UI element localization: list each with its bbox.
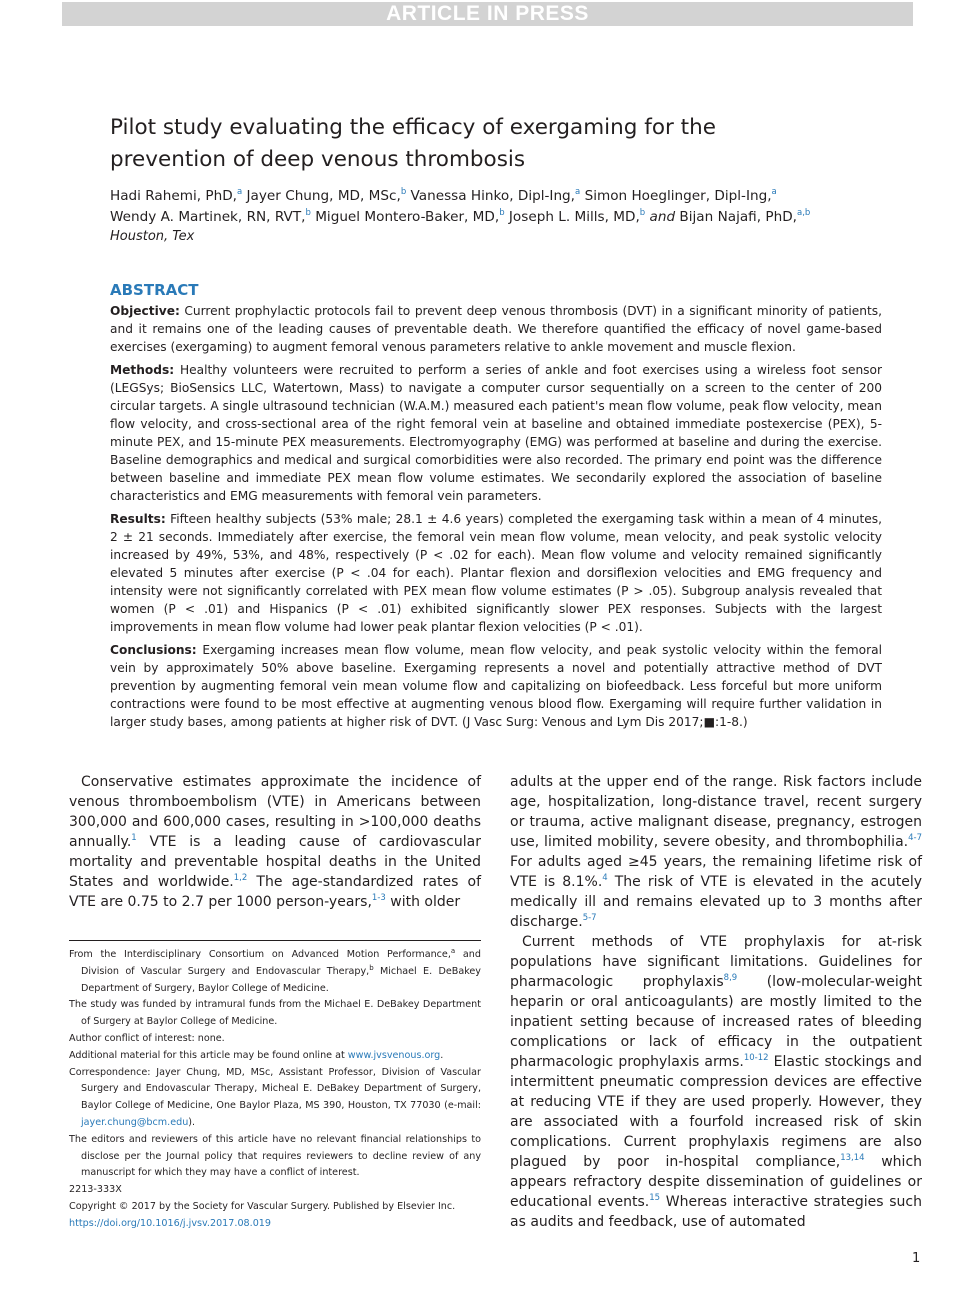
footnote-funding: The study was funded by intramural funds from the Michael E. DeBakey Department of Surgery at Baylor College of Medicine. [69,999,481,1028]
section-label: Results: [110,512,166,526]
footnotes [69,947,481,1233]
footnote-text: From the Interdisciplinary Consortium on Advanced Motion Performance, [69,949,451,960]
section-label: Methods: [110,363,175,377]
affiliation-marker[interactable]: a [575,187,581,197]
footnote-text: . [440,1049,444,1061]
footnote-text: ). [188,1116,196,1128]
citation-ref[interactable]: 5-7 [582,913,597,923]
author-list [110,186,910,228]
citation-ref[interactable]: 15 [649,1193,661,1203]
body-text: Whereas interactive strategies such as audits and feedback, use of automated [510,1194,922,1230]
affiliation-marker[interactable]: a,b [796,208,811,218]
abstract-results [110,510,882,636]
affiliation-marker: b [369,963,374,972]
author-name: Bijan Najafi, PhD, [679,209,797,225]
email-link[interactable]: jayer.chung@bcm.edu [81,1116,189,1128]
affiliation-marker[interactable]: b [305,208,311,218]
section-text: Current prophylactic protocols fail to prevent deep venous thrombosis (DVT) in a significant minority of patients, and it remains one of the leading causes of preventable death. We therefore quantified the efficacy of novel game-based exercises (exergaming) to augment femoral venous parameters relative to ankle movement and muscle flexion. [110,304,882,354]
footnote-text: Michael E. DeBakey Department of Surgery, Baylor College of Medicine. [81,965,481,994]
body-paragraph [510,932,922,1232]
author-name: Wendy A. Martinek, RN, RVT, [110,209,306,225]
body-text: Current methods of VTE prophylaxis for at-risk populations have significant limitations. Guidelines for pharmacologic prophylaxis [510,934,922,990]
section-text: Exergaming increases mean flow volume, mean flow velocity, and peak systolic velocity within the femoral vein by approximately 50% above baseline. Exergaming represents a novel and potentially attractive method of DVT prevention by augmenting femoral vein mean volume flow and capitalizing on biofeedback. Less forceful but more uniform contractions were found to be most effective at augmenting venous blood flow. Exergaming will require further validation in larger study bases, among patients at higher risk of DVT. (J Vasc Surg: Venous and Lym Dis 2017;■:1-8.) [110,643,883,729]
abstract-methods [110,361,882,505]
section-label: Conclusions: [110,643,197,657]
body-paragraph [510,772,922,932]
abstract-body [110,302,882,736]
body-text: Elastic stockings and intermittent pneumatic compression devices are effective at reducing VTE if they are used properly. However, they are associated with a fourfold increased risk of skin complications. Current prophylaxis regimens are also plagued by poor in-hospital compliance, [510,1054,922,1170]
abstract-objective [110,302,882,356]
affiliation-marker: a [450,947,456,955]
affiliation-marker[interactable]: a [237,187,243,197]
citation-ref[interactable]: 1-3 [371,893,386,903]
article-title [110,112,870,176]
citation-ref[interactable]: 1,2 [233,873,248,883]
page-number: 1 [912,1251,921,1266]
affiliation-marker[interactable]: b [499,208,505,218]
author-name: Joseph L. Mills, MD, [508,209,640,225]
footnote-text: and Division of Vascular Surgery and Endovascular Therapy, [81,949,481,977]
body-text: VTE is a leading cause of cardiovascular mortality and preventable hospital deaths in the United States and worldwide. [69,834,481,890]
body-text: Conservative estimates approximate the incidence of venous thromboembolism (VTE) in Americans between 300,000 and 600,000 cases, resulting in >100,000 deaths annually. [69,774,481,850]
footnote-text: Correspondence: Jayer Chung, MD, MSc, Assistant Professor, Division of Vascular Surgery and Endovascular Therapy, Micheal E. DeBakey Department of Surgery, Baylor College of Medicine, One Baylor Plaza, MS 390, Houston, TX 77030 (e-mail: [69,1066,481,1112]
journal-website-link[interactable]: www.jvsvenous.org [347,1049,441,1061]
citation-ref[interactable]: 13,14 [840,1153,865,1163]
citation-ref[interactable]: 8,9 [723,973,738,983]
issn: 2213-333X [69,1184,122,1196]
affiliation-marker[interactable]: a [771,187,777,197]
title-line: Pilot study evaluating the efficacy of exergaming for the [110,115,716,140]
body-text: which appears refractory despite dissemination of guidelines or educational events. [510,1154,923,1210]
footnote-divider [69,940,481,941]
footnote-affiliations [69,947,481,997]
section-text: Healthy volunteers were recruited to perform a series of ankle and foot exercises using a wireless foot sensor (LEGSys; BioSensics LLC, Watertown, Mass) to navigate a computer cursor sequentially on a screen to the center of 200 circular targets. A single ultrasound technician (W.A.M.) measured each patient's mean flow volume, peak flow velocity, mean flow velocity, and cross-sectional area of the right femoral vein at baseline and obtained immediate postexercise (PEX), 5-minute PEX, and 15-minute PEX measurements. Electromyography (EMG) was performed at baseline and during the exercise. Baseline demographics and medical and surgical comorbidities were also recorded. The primary end point was the difference between baseline and immediate PEX mean flow volume estimates. We secondarily explored the association of baseline characteristics and EMG measurements with femoral vein parameters. [110,363,883,503]
body-column-left [69,772,481,912]
footnote-conflict: Author conflict of interest: none. [69,1032,225,1044]
author-name: Miguel Montero-Baker, MD, [315,209,500,225]
author-name: Hadi Rahemi, PhD, [110,188,237,204]
citation-ref[interactable]: 1 [131,833,137,843]
footnote-correspondence [69,1065,481,1132]
copyright: Copyright © 2017 by the Society for Vascular Surgery. Published by Elsevier Inc. [69,1200,456,1212]
footnote-additional-material [69,1048,481,1065]
body-text: (low-molecular-weight heparin or oral anticoagulants) are mostly limited to the inpatient setting because of increased rates of bleeding complications or lack of efficacy in the outpatient pharmacologic prophylaxis arms. [510,974,923,1070]
abstract-heading: ABSTRACT [110,281,199,299]
affiliation-marker[interactable]: b [639,208,646,218]
body-text: For adults aged ≥45 years, the remaining lifetime risk of VTE is 8.1%. [510,854,922,890]
section-label: Objective: [110,304,180,318]
body-text: with older [385,894,461,910]
body-column-right [510,772,922,1232]
citation-ref[interactable]: 4 [602,873,608,883]
body-text: adults at the upper end of the range. Risk factors include age, hospitalization, long-distance travel, recent surgery or trauma, active malignant disease, pregnancy, estrogen use, limited mobility, severe obesity, and thrombophilia. [510,774,922,850]
body-paragraph [69,772,481,912]
footnote-text: Additional material for this article may be found online at [69,1049,348,1061]
doi-link[interactable]: https://doi.org/10.1016/j.jvsv.2017.08.019 [69,1217,272,1229]
affiliation-marker[interactable]: b [400,187,407,197]
article-in-press-banner: ARTICLE IN PRESS [62,2,913,26]
author-name: Vanessa Hinko, Dipl-Ing, [410,188,576,204]
section-text: Fifteen healthy subjects (53% male; 28.1 ± 4.6 years) completed the exergaming task within a mean of 4 minutes, 2 ± 21 seconds. Immediately after exercise, the femoral vein mean flow volume, mean velocity, and peak systolic velocity increased by 49%, 53%, and 48%, respectively (P < .02 for each). Mean flow volume and velocity remained significantly elevated 5 minutes after exercise (P < .04 for each). Plantar flexion and dorsiflexion velocities and EMG frequency and intensity were not significantly correlated with PEX mean flow volume estimates (P > .05). Subgroup analysis revealed that women (P < .01) and Hispanics (P < .01) exhibited significantly slower PEX responses. Subjects with the largest improvements in mean flow volume had lower peak plantar flexion velocities (P < .01). [110,512,882,634]
body-text: The age-standardized rates of VTE are 0.75 to 2.7 per 1000 person-years, [69,874,481,910]
author-name: Simon Hoeglinger, Dipl-Ing, [584,188,772,204]
author-conjunction: and [649,209,676,225]
title-line: prevention of deep venous thrombosis [110,147,526,172]
author-name: Jayer Chung, MD, MSc, [246,188,401,204]
abstract-conclusions [110,641,882,731]
citation-ref[interactable]: 4-7 [908,833,922,843]
body-text: The risk of VTE is elevated in the acutely medically ill and remains elevated up to 3 months after discharge. [510,874,922,930]
footnote-editors: The editors and reviewers of this article have no relevant financial relationships to disclose per the Journal policy that requires reviewers to decline review of any manuscript for which they may have a conflict of interest. [69,1133,481,1179]
citation-ref[interactable]: 10-12 [743,1053,769,1063]
author-location: Houston, Tex [110,229,195,244]
